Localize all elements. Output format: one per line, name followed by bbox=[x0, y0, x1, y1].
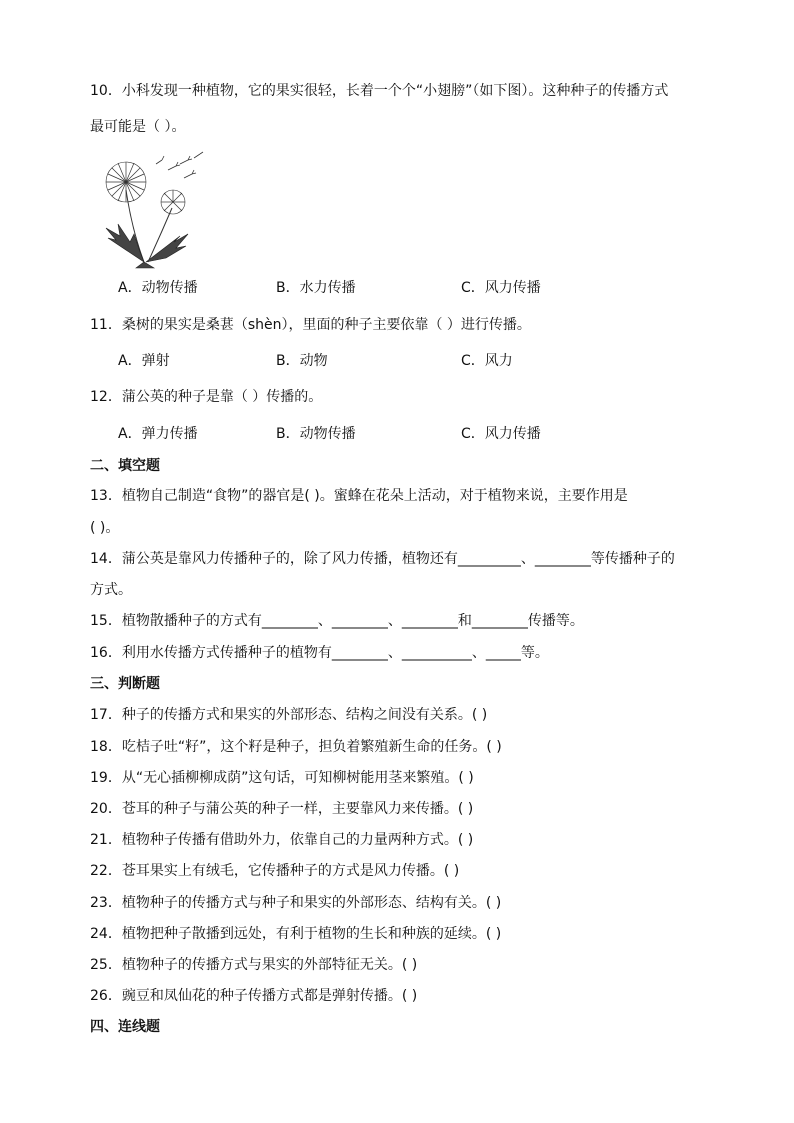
q12-option-b: B．动物传播 bbox=[276, 426, 356, 442]
judge-item: 20．苍耳的种子与蒲公英的种子一样，主要靠风力来传播。( ) bbox=[90, 801, 474, 817]
judge-item: 25．植物种子的传播方式与果实的外部特征无关。( ) bbox=[90, 957, 418, 973]
judge-item: 24．植物把种子散播到远处，有利于植物的生长和种族的延续。( ) bbox=[90, 926, 502, 942]
fill-item: 13．植物自己制造“食物”的器官是( )。蜜蜂在花朵上活动，对于植物来说，主要作用是 bbox=[90, 488, 628, 504]
dandelion-icon bbox=[96, 150, 208, 272]
section-true-false: 三、判断题 bbox=[90, 676, 160, 692]
q10-option-b: B．水力传播 bbox=[276, 280, 356, 296]
judge-item: 19．从“无心插柳柳成荫”这句话，可知柳树能用茎来繁殖。( ) bbox=[90, 770, 474, 786]
section-matching: 四、连线题 bbox=[90, 1019, 160, 1035]
fill-item: ( )。 bbox=[90, 520, 120, 536]
q12-option-a: A．弹力传播 bbox=[118, 426, 198, 442]
q12-option-c: C．风力传播 bbox=[461, 426, 541, 442]
fill-item: 16．利用水传播方式传播种子的植物有________、__________、_____等。 bbox=[90, 645, 549, 661]
q12-text: 12．蒲公英的种子是靠（ ）传播的。 bbox=[90, 389, 323, 405]
q11-option-b: B．动物 bbox=[276, 353, 328, 369]
q10-option-a: A．动物传播 bbox=[118, 280, 198, 296]
fill-item: 方式。 bbox=[90, 582, 132, 598]
fill-item: 14．蒲公英是靠风力传播种子的，除了风力传播，植物还有_________、________等传播种子的 bbox=[90, 551, 675, 567]
q11-option-a: A．弹射 bbox=[118, 353, 170, 369]
judge-item: 17．种子的传播方式和果实的外部形态、结构之间没有关系。( ) bbox=[90, 707, 488, 723]
judge-item: 22．苍耳果实上有绒毛，它传播种子的方式是风力传播。( ) bbox=[90, 863, 460, 879]
judge-item: 23．植物种子的传播方式与种子和果实的外部形态、结构有关。( ) bbox=[90, 895, 502, 911]
fill-item: 15．植物散播种子的方式有________、________、________和________传播等。 bbox=[90, 613, 584, 629]
section-fill-blank: 二、填空题 bbox=[90, 458, 160, 474]
q11-text: 11．桑树的果实是桑葚（shèn），里面的种子主要依靠（ ）进行传播。 bbox=[90, 317, 531, 333]
q10-option-c: C．风力传播 bbox=[461, 280, 541, 296]
q11-option-c: C．风力 bbox=[461, 353, 513, 369]
judge-item: 21．植物种子传播有借助外力，依靠自己的力量两种方式。( ) bbox=[90, 832, 474, 848]
judge-item: 26．豌豆和凤仙花的种子传播方式都是弹射传播。( ) bbox=[90, 988, 418, 1004]
judge-item: 18．吃桔子吐“籽”，这个籽是种子，担负着繁殖新生命的任务。( ) bbox=[90, 739, 502, 755]
q10-line2: 最可能是（ ）。 bbox=[90, 119, 186, 135]
q10-line1: 10．小科发现一种植物，它的果实很轻，长着一个个“小翅膀”（如下图）。这种种子的传播方式 bbox=[90, 83, 669, 99]
